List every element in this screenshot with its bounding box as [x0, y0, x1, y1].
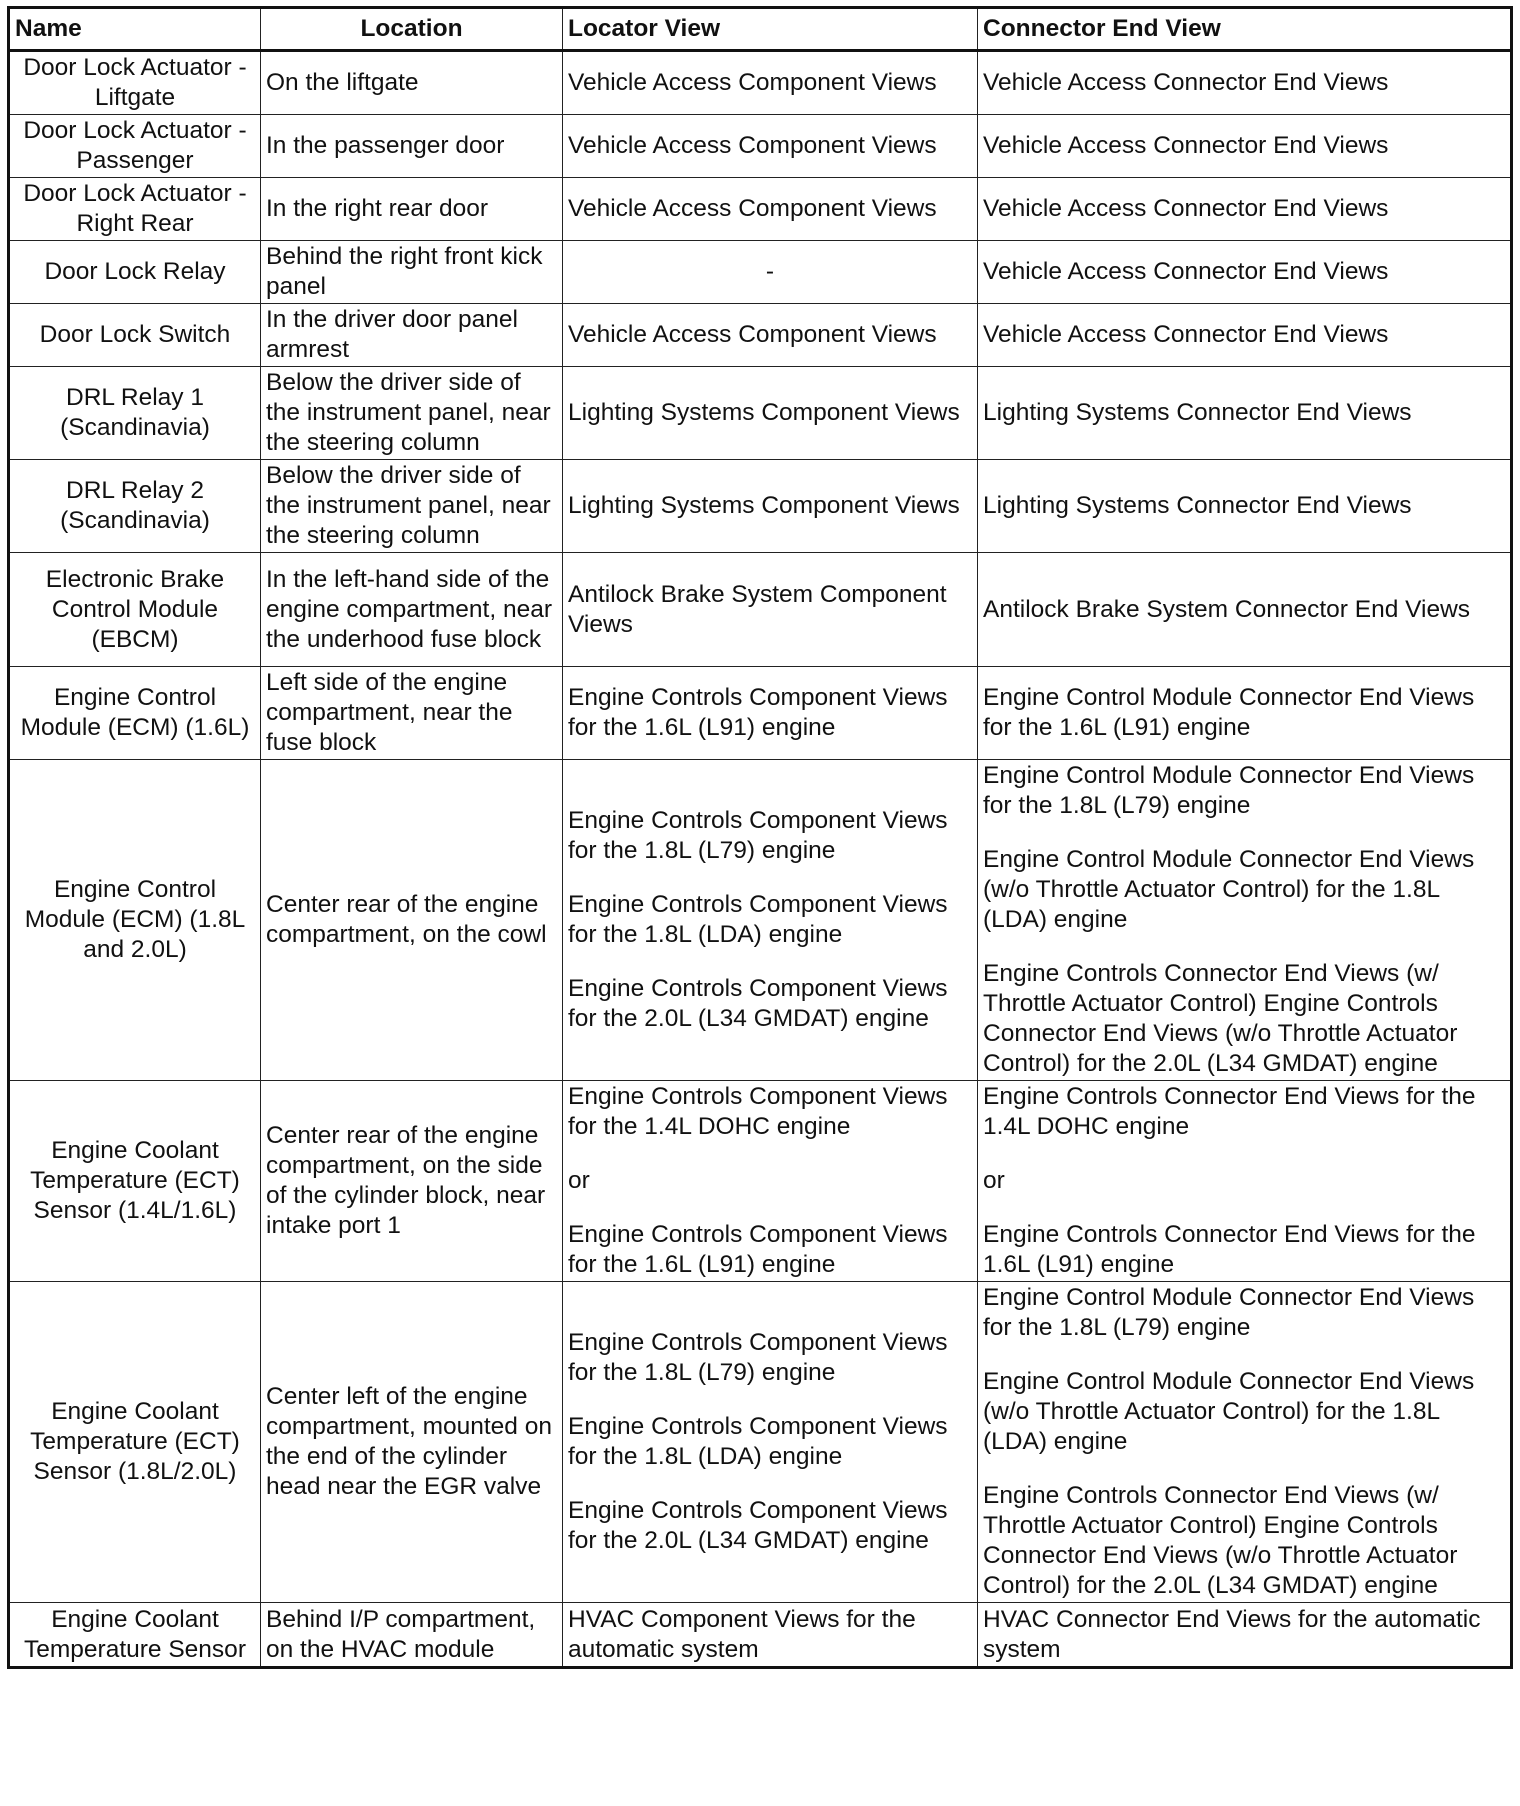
table-row: [9, 51, 1512, 115]
table-row: [9, 115, 1512, 178]
connector-end-view-entry: Lighting Systems Connector End Views: [983, 492, 1412, 519]
locator-view-entry: Antilock Brake System Component Views: [568, 580, 947, 638]
cell-connector-end-view: [978, 760, 1512, 1081]
cell-name: Door Lock Actuator - Right Rear: [9, 178, 261, 241]
cell-connector-end-view: [978, 1282, 1512, 1603]
table-row: [9, 1603, 1512, 1668]
locator-view-entry: Vehicle Access Component Views: [568, 69, 937, 96]
locator-view-entry: Vehicle Access Component Views: [568, 195, 937, 222]
connector-end-view-entry: Engine Controls Connector End Views for the 1.4L DOHC engine: [983, 1083, 1476, 1140]
cell-location: Below the driver side of the instrument panel, near the steering column: [261, 367, 563, 460]
cell-connector-end-view: [978, 553, 1512, 667]
cell-locator-view: [563, 178, 978, 241]
cell-name: Electronic Brake Control Module (EBCM): [9, 553, 261, 667]
cell-location: Below the driver side of the instrument panel, near the steering column: [261, 460, 563, 553]
locator-view-entry: Vehicle Access Component Views: [568, 132, 937, 159]
cell-connector-end-view: [978, 115, 1512, 178]
cell-connector-end-view: [978, 1603, 1512, 1668]
cell-locator-view: [563, 304, 978, 367]
header-location: Location: [261, 8, 563, 51]
connector-end-view-entry: Engine Control Module Connector End Views for the 1.8L (L79) engine: [983, 1284, 1475, 1341]
cell-name: Door Lock Actuator - Liftgate: [9, 51, 261, 115]
table-row: [9, 553, 1512, 667]
header-locator-view: Locator View: [563, 8, 978, 51]
cell-locator-view: [563, 1282, 978, 1603]
connector-end-view-entry: Engine Control Module Connector End Views (w/o Throttle Actuator Control) for the 1.8L (LDA) engine: [983, 846, 1475, 933]
cell-connector-end-view: [978, 241, 1512, 304]
cell-locator-view: [563, 1603, 978, 1668]
cell-name: Door Lock Switch: [9, 304, 261, 367]
locator-view-entry: HVAC Component Views for the automatic system: [568, 1605, 916, 1663]
locator-view-entry: Engine Controls Component Views for the 1.8L (L79) engine: [568, 807, 948, 864]
table-row: [9, 460, 1512, 553]
cell-connector-end-view: [978, 1081, 1512, 1282]
cell-locator-view: [563, 760, 978, 1081]
cell-location: Center rear of the engine compartment, on the side of the cylinder block, near intake port 1: [261, 1081, 563, 1282]
cell-locator-view: [563, 115, 978, 178]
locator-view-entry: Lighting Systems Component Views: [568, 399, 960, 426]
connector-end-view-entry: Engine Controls Connector End Views (w/ Throttle Actuator Control) Engine Controls Connector End Views (w/o Throttle Actuator Control) for the 2.0L (L34 GMDAT) engine: [983, 960, 1458, 1077]
table-row: [9, 1081, 1512, 1282]
table-row: [9, 178, 1512, 241]
header-connector-end-view: Connector End View: [978, 8, 1512, 51]
cell-locator-view: [563, 241, 978, 304]
connector-end-view-entry: Vehicle Access Connector End Views: [983, 195, 1389, 222]
cell-location: In the passenger door: [261, 115, 563, 178]
table-row: [9, 1282, 1512, 1603]
locator-view-entry: Engine Controls Component Views for the 1.6L (L91) engine: [568, 1221, 948, 1278]
cell-locator-view: [563, 51, 978, 115]
cell-location: In the right rear door: [261, 178, 563, 241]
cell-location: Center left of the engine compartment, mounted on the end of the cylinder head near the EGR valve: [261, 1282, 563, 1603]
cell-name: DRL Relay 1 (Scandinavia): [9, 367, 261, 460]
locator-view-entry: Lighting Systems Component Views: [568, 492, 960, 519]
cell-locator-view: [563, 553, 978, 667]
locator-view-entry: Engine Controls Component Views for the 2.0L (L34 GMDAT) engine: [568, 1497, 948, 1554]
cell-location: Behind the right front kick panel: [261, 241, 563, 304]
cell-connector-end-view: [978, 51, 1512, 115]
cell-location: Left side of the engine compartment, near the fuse block: [261, 667, 563, 760]
locator-view-entry: Vehicle Access Component Views: [568, 321, 937, 348]
cell-connector-end-view: [978, 178, 1512, 241]
locator-view-entry: Engine Controls Component Views for the 2.0L (L34 GMDAT) engine: [568, 975, 948, 1032]
table-row: [9, 367, 1512, 460]
connector-end-view-entry: Engine Controls Connector End Views for the 1.6L (L91) engine: [983, 1221, 1476, 1278]
connector-end-view-entry: Engine Control Module Connector End Views (w/o Throttle Actuator Control) for the 1.8L (LDA) engine: [983, 1368, 1475, 1455]
table-row: [9, 760, 1512, 1081]
cell-locator-view: [563, 460, 978, 553]
cell-locator-view: [563, 1081, 978, 1282]
locator-view-entry: Engine Controls Component Views for the 1.8L (LDA) engine: [568, 891, 948, 948]
cell-location: On the liftgate: [261, 51, 563, 115]
cell-name: Engine Coolant Temperature (ECT) Sensor (1.4L/1.6L): [9, 1081, 261, 1282]
locator-view-entry: Engine Controls Component Views for the 1.6L (L91) engine: [568, 684, 948, 741]
component-locator-table: [7, 6, 1513, 1669]
cell-name: DRL Relay 2 (Scandinavia): [9, 460, 261, 553]
cell-name: Door Lock Relay: [9, 241, 261, 304]
connector-end-view-entry: Vehicle Access Connector End Views: [983, 258, 1389, 285]
connector-end-view-entry: Engine Control Module Connector End Views for the 1.6L (L91) engine: [983, 684, 1475, 741]
connector-end-view-entry: Vehicle Access Connector End Views: [983, 69, 1389, 96]
table-row: [9, 304, 1512, 367]
cell-name: Engine Coolant Temperature (ECT) Sensor (1.8L/2.0L): [9, 1282, 261, 1603]
connector-end-view-entry: Vehicle Access Connector End Views: [983, 321, 1389, 348]
table-row: [9, 241, 1512, 304]
cell-connector-end-view: [978, 367, 1512, 460]
cell-connector-end-view: [978, 304, 1512, 367]
cell-name: Engine Control Module (ECM) (1.6L): [9, 667, 261, 760]
connector-end-view-entry: HVAC Connector End Views for the automatic system: [983, 1605, 1481, 1663]
connector-end-view-entry: Antilock Brake System Connector End Views: [983, 595, 1471, 623]
cell-location: In the left-hand side of the engine compartment, near the underhood fuse block: [261, 553, 563, 667]
cell-locator-view: [563, 367, 978, 460]
connector-end-view-entry: Vehicle Access Connector End Views: [983, 132, 1389, 159]
connector-end-view-entry: or: [983, 1167, 1005, 1194]
locator-view-entry: Engine Controls Component Views for the 1.4L DOHC engine: [568, 1083, 948, 1140]
locator-view-entry: Engine Controls Component Views for the 1.8L (L79) engine: [568, 1329, 948, 1386]
header-row: [9, 8, 1512, 51]
cell-locator-view: [563, 667, 978, 760]
cell-name: Engine Coolant Temperature Sensor: [9, 1603, 261, 1668]
cell-name: Engine Control Module (ECM) (1.8L and 2.0L): [9, 760, 261, 1081]
cell-name: Door Lock Actuator - Passenger: [9, 115, 261, 178]
table-row: [9, 667, 1512, 760]
connector-end-view-entry: Lighting Systems Connector End Views: [983, 399, 1412, 426]
locator-view-entry: -: [765, 258, 775, 285]
cell-location: In the driver door panel armrest: [261, 304, 563, 367]
connector-end-view-entry: Engine Controls Connector End Views (w/ Throttle Actuator Control) Engine Controls Connector End Views (w/o Throttle Actuator Control) for the 2.0L (L34 GMDAT) engine: [983, 1482, 1458, 1599]
cell-location: Behind I/P compartment, on the HVAC module: [261, 1603, 563, 1668]
header-name: Name: [9, 8, 261, 51]
cell-connector-end-view: [978, 667, 1512, 760]
locator-view-entry: Engine Controls Component Views for the 1.8L (LDA) engine: [568, 1413, 948, 1470]
cell-location: Center rear of the engine compartment, on the cowl: [261, 760, 563, 1081]
cell-connector-end-view: [978, 460, 1512, 553]
locator-view-entry: or: [568, 1167, 590, 1194]
connector-end-view-entry: Engine Control Module Connector End Views for the 1.8L (L79) engine: [983, 762, 1475, 819]
